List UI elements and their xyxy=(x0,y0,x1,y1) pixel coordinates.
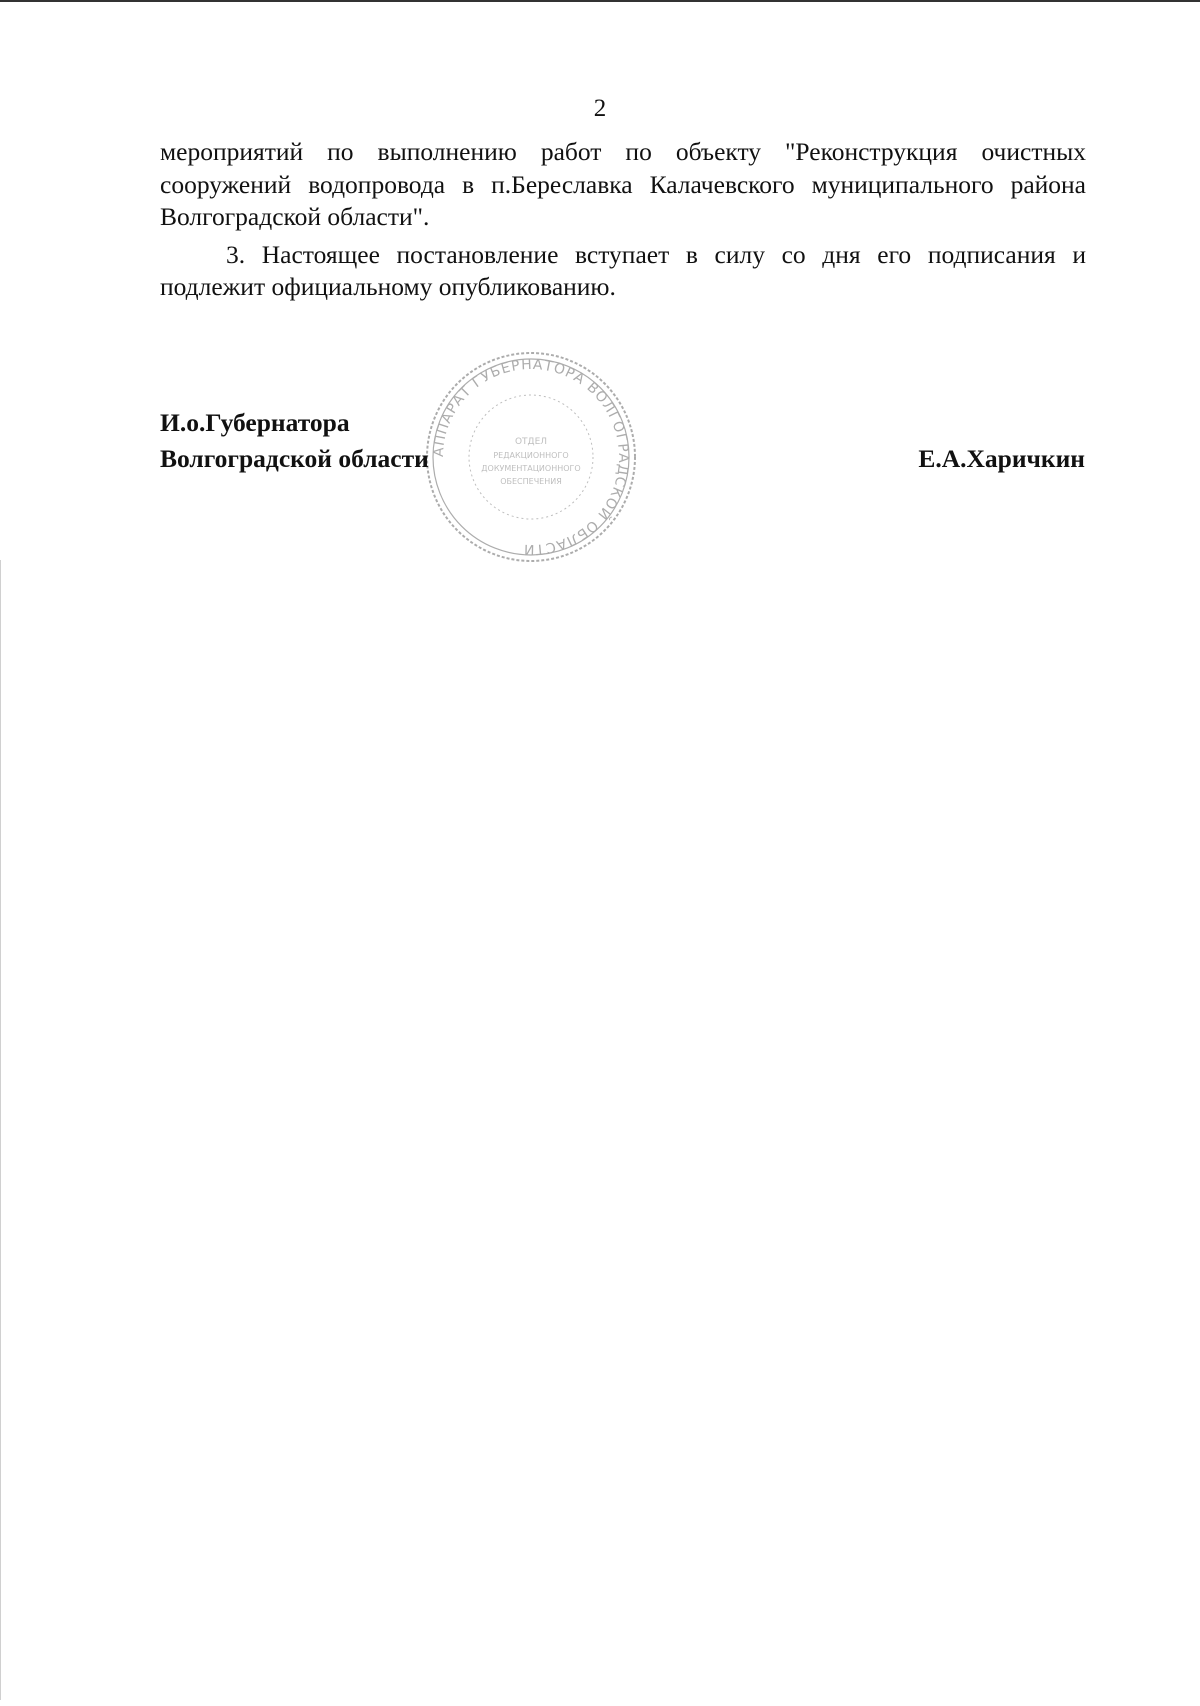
page-number: 2 xyxy=(593,95,607,122)
seal-outer-text: АППАРАТ ГУБЕРНАТОРА ВОЛГОГРАДСКОЙ ОБЛАСТИ xyxy=(430,356,632,558)
paragraph-3: 3. Настоящее постановление вступает в силу со дня его подписания и подлежит официальному опубликованию. xyxy=(160,239,1086,301)
scan-left-edge xyxy=(0,560,1,1700)
svg-text:ОТДЕЛ: ОТДЕЛ xyxy=(514,437,548,447)
signatory-position-line2: Волгоградской области xyxy=(160,444,429,473)
signatory-position-line1: И.о.Губернатора xyxy=(160,408,350,437)
svg-text:РЕДАКЦИОННОГО: РЕДАКЦИОННОГО xyxy=(493,451,569,460)
signatory-name: Е.А.Харичкин xyxy=(918,444,1085,473)
svg-text:ОБЕСПЕЧЕНИЯ: ОБЕСПЕЧЕНИЯ xyxy=(500,477,562,486)
svg-text:ДОКУМЕНТАЦИОННОГО: ДОКУМЕНТАЦИОННОГО xyxy=(481,464,581,473)
scan-top-border xyxy=(0,0,1200,2)
document-body xyxy=(160,136,1086,304)
paragraph-continuation: мероприятий по выполнению работ по объекту "Реконструкция очистных сооружений водопровода в п.Береславка Калачевского муниципального района Волгоградской области". xyxy=(160,137,1086,231)
